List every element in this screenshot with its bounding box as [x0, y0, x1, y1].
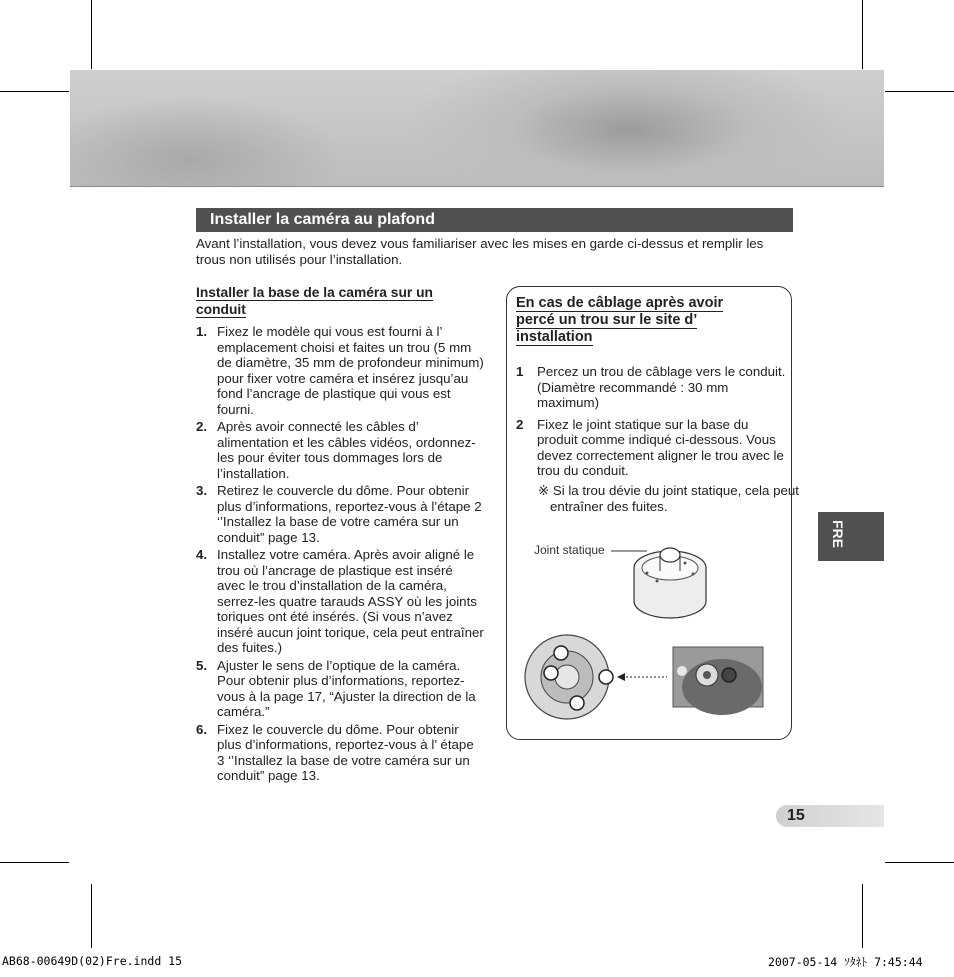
header-banner-image [70, 70, 884, 187]
crop-mark [885, 862, 954, 863]
crop-mark [91, 884, 92, 948]
subsection-title: Installer la base de la caméra sur un conduit [196, 285, 433, 317]
box-steps [516, 364, 788, 485]
slug-file: AB68-00649D(02)Fre.indd 15 [2, 954, 183, 968]
slug-date: 2007-05-14 ｿﾀﾈﾄ 7:45:44 [768, 955, 923, 969]
list-item: 4. Installez votre caméra. Après avoir aligné le trou où l’ancrage de plastique est inséré avec le trou d’installation de la caméra, serrez-les quatre tarauds ASSY où les joints toriques ont été insérés. (Si vous n’avez inséré aucun joint torique, cela peut entraîner des fuites.) [196, 547, 484, 655]
list-item: 5. Ajuster le sens de l’optique de la caméra. Pour obtenir plus d’informations, reportez-vous à la page 17, “Ajuster la direction de la caméra.” [196, 657, 476, 719]
warning-note: ※ Si la trou dévie du joint statique, cela peut entraîner des fuites. [538, 483, 799, 514]
installation-steps [196, 324, 484, 786]
page-number-pill [776, 805, 884, 827]
crop-mark [862, 884, 863, 948]
joint-label: Joint statique [534, 543, 605, 557]
list-item: 2 Fixez le joint statique sur la base du produit comme indiqué ci-dessous. Vous devez correctement aligner le trou avec le trou du conduit. [516, 416, 784, 478]
section-title-bar [196, 208, 793, 232]
list-item: 6. Fixez le couvercle du dôme. Pour obtenir plus d’informations, reportez-vous à l’ étape 3 ‘’Installez la base de votre caméra sur un conduit” page 13. [196, 721, 474, 783]
list-item: 3. Retirez le couvercle du dôme. Pour obtenir plus d’informations, reportez-vous à l’étape 2 ‘’Installez la base de votre caméra sur un conduit” page 13. [196, 483, 482, 545]
list-item: 1 Percez un trou de câblage vers le conduit. (Diamètre recommandé : 30 mm maximum) [516, 364, 786, 410]
crop-mark [862, 0, 863, 69]
wiring-note-box [506, 286, 799, 740]
page-number: 15 [787, 807, 805, 824]
crop-mark [91, 0, 92, 69]
box-title: En cas de câblage après avoir percé un trou sur le site d’ installation [516, 295, 724, 345]
language-label: FRE [830, 520, 846, 548]
section-title: Installer la caméra au plafond [210, 211, 435, 228]
crop-mark [0, 91, 69, 92]
list-item: 2. Après avoir connecté les câbles d’ alimentation et les câbles vidéos, ordonnez-les pour éviter tous dommages lors de l’installation. [196, 419, 476, 481]
list-item: 1. Fixez le modèle qui vous est fourni à l’ emplacement choisi et faites un trou (5 mm de diamètre, 35 mm de profondeur minimum) pour fixer votre caméra et insérez jusqu’au fond l’ancrage de plastique qui vous est fourni. [196, 324, 484, 417]
crop-mark [885, 91, 954, 92]
crop-mark [0, 862, 69, 863]
intro-text: Avant l’installation, vous devez vous familiariser avec les mises en garde ci-dessus et remplir les trous non utilisés pour l’installation. [196, 236, 764, 267]
language-tab [818, 512, 884, 561]
